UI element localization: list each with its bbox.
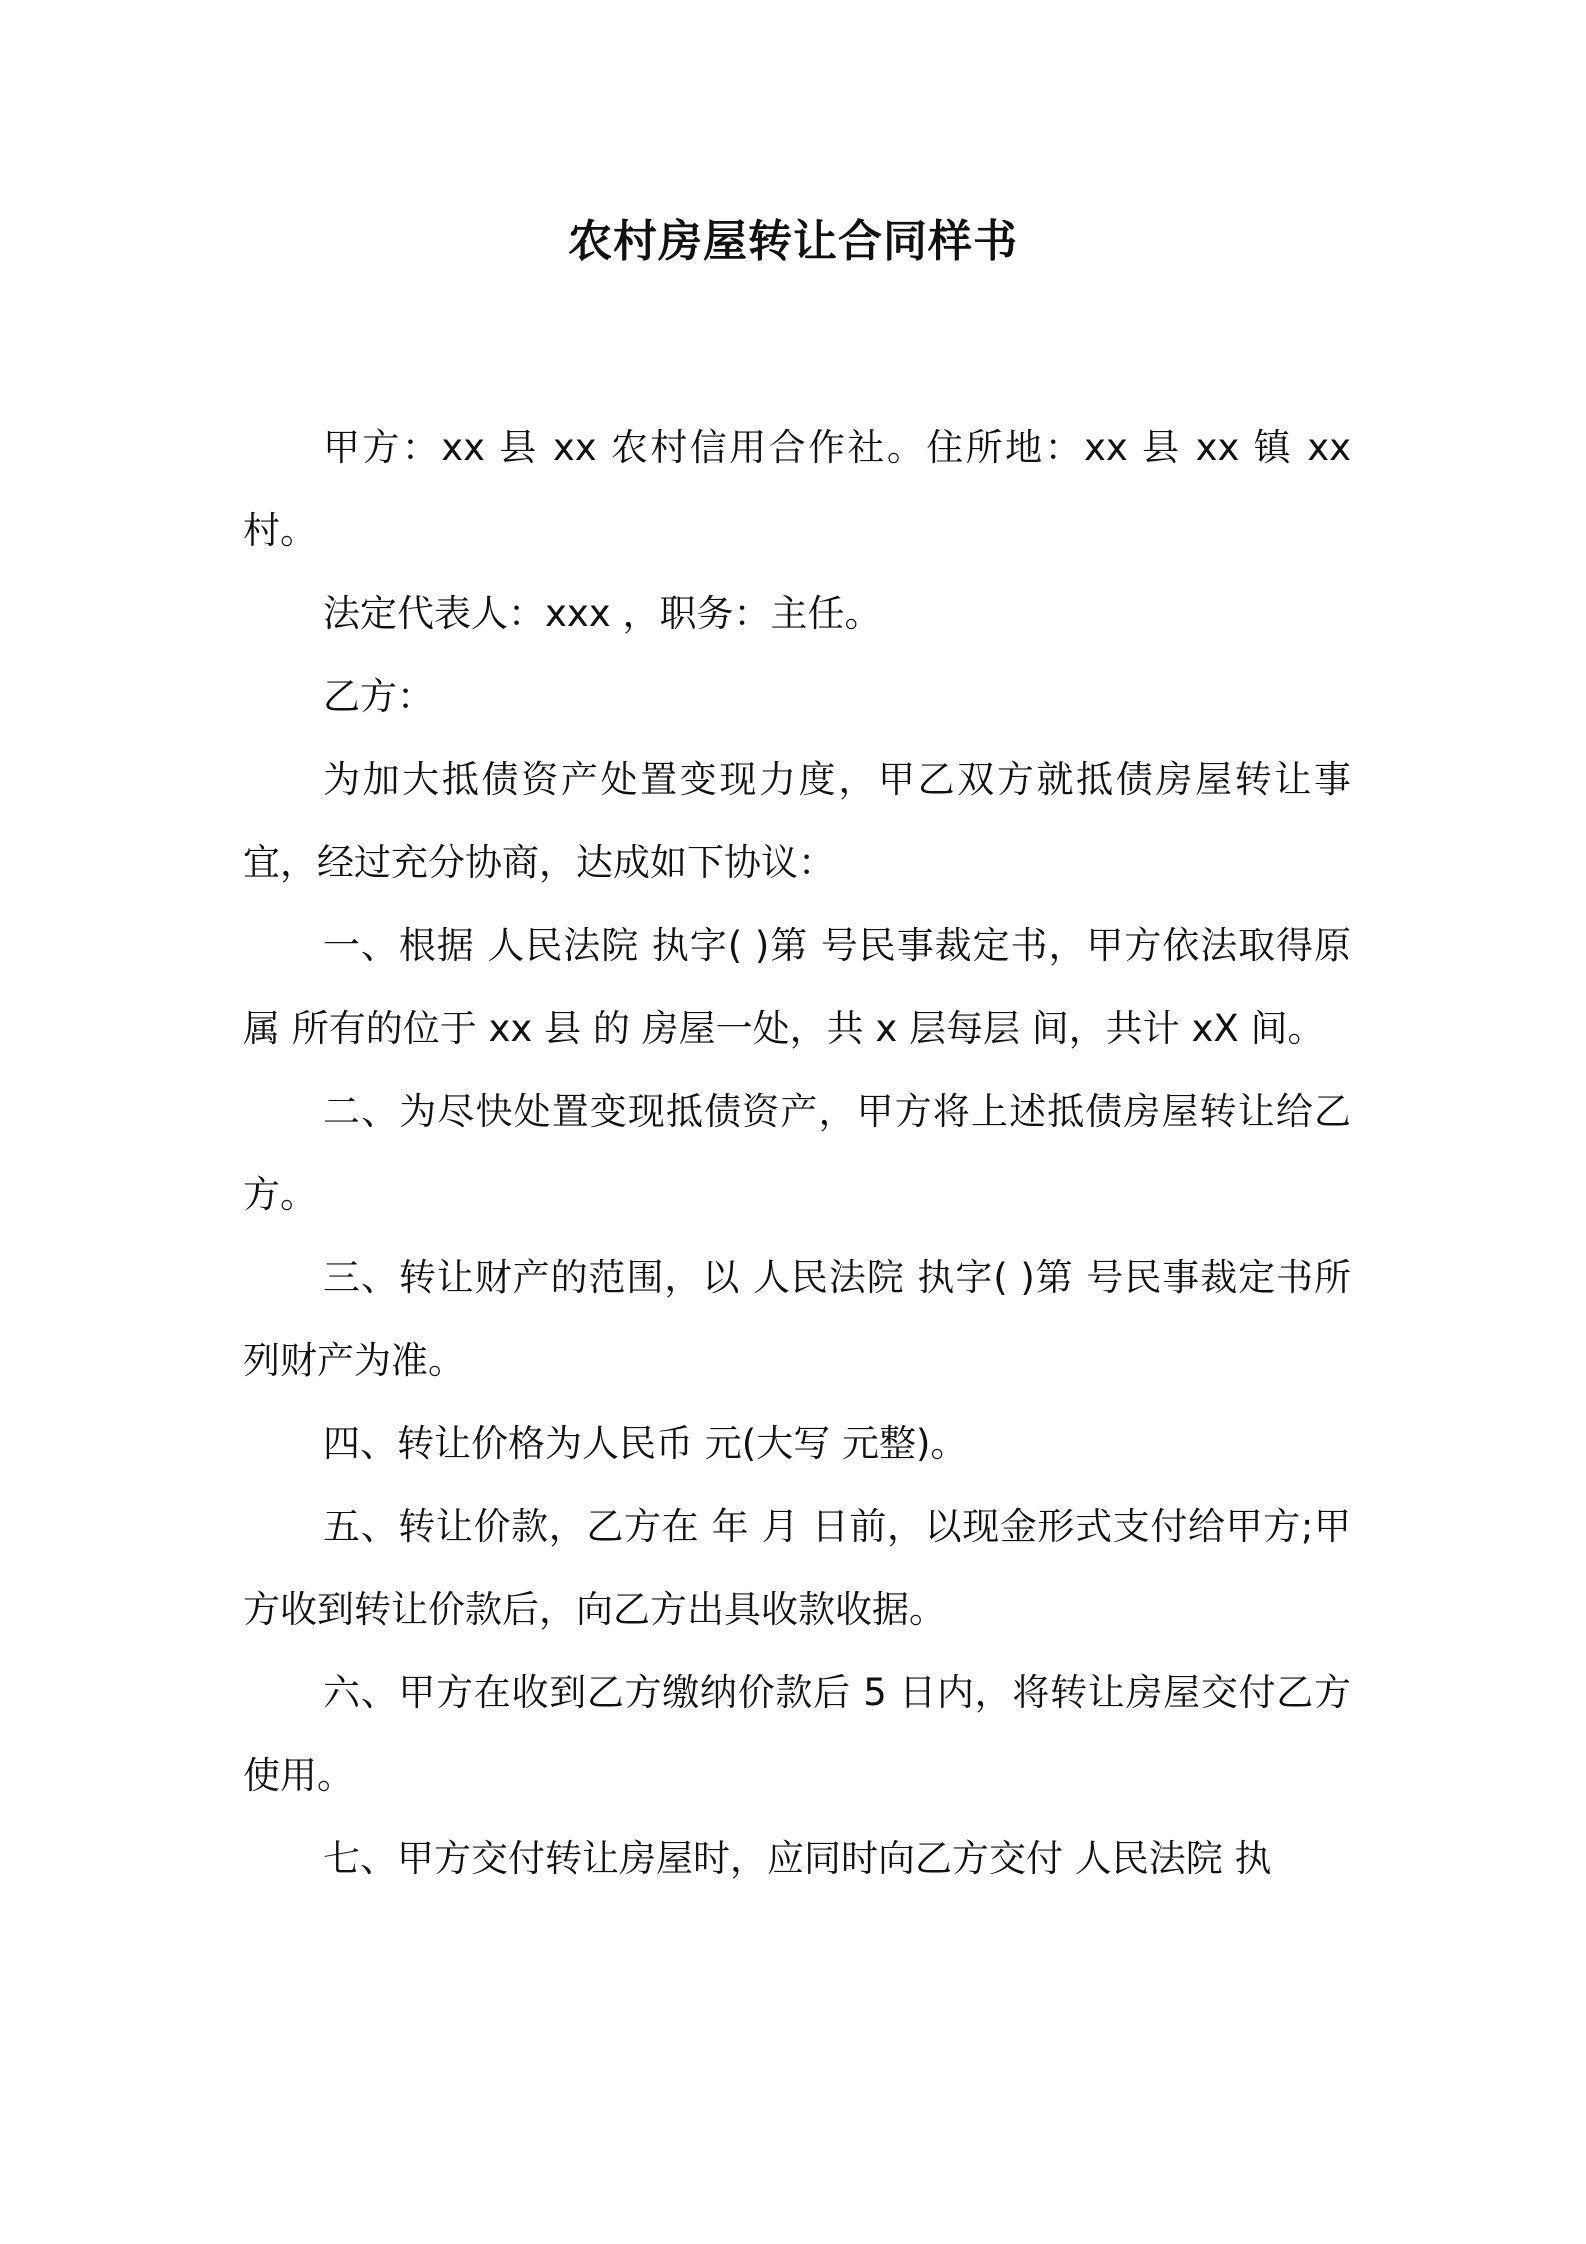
paragraph-clause-3: 三、转让财产的范围，以 人民法院 执字( )第 号民事裁定书所列财产为准。 [243, 1256, 1351, 1382]
paragraph-clause-6: 六、甲方在收到乙方缴纳价款后 5 日内，将转让房屋交付乙方使用。 [243, 1671, 1351, 1797]
paragraph-party-b: 乙方： [323, 675, 434, 718]
paragraph-clause-7: 七、甲方交付转让房屋时，应同时向乙方交付 人民法院 执 [323, 1837, 1272, 1880]
document-body [243, 406, 1351, 1900]
paragraph-legal-representative: 法定代表人：xxx ，职务：主任。 [323, 592, 882, 635]
paragraph-preamble: 为加大抵债资产处置变现力度，甲乙双方就抵债房屋转让事宜，经过充分协商，达成如下协议： [243, 758, 1351, 884]
document-title: 农村房屋转让合同样书 [568, 216, 1018, 267]
paragraph-party-a: 甲方：xx 县 xx 农村信用合作社。住所地：xx 县 xx 镇 xx 村。 [243, 426, 1351, 552]
paragraph-clause-4: 四、转让价格为人民币 元(大写 元整)。 [323, 1422, 968, 1465]
paragraph-clause-5: 五、转让价款，乙方在 年 月 日前，以现金形式支付给甲方;甲方收到转让价款后，向乙方出具收款收据。 [243, 1505, 1351, 1631]
paragraph-clause-2: 二、为尽快处置变现抵债资产，甲方将上述抵债房屋转让给乙方。 [243, 1090, 1351, 1216]
paragraph-clause-1: 一、根据 人民法院 执字( )第 号民事裁定书，甲方依法取得原属 所有的位于 xx 县 的 房屋一处，共 x 层每层 间，共计 xX 间。 [243, 924, 1351, 1050]
